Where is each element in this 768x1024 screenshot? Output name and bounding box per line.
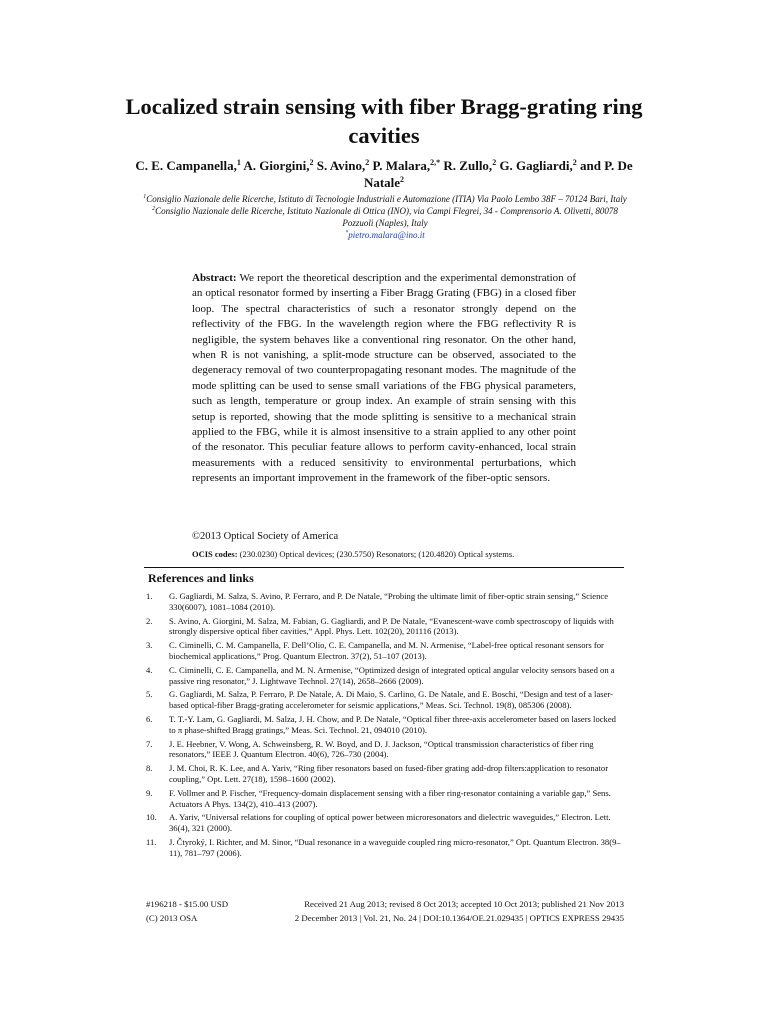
reference-item bbox=[146, 812, 624, 834]
reference-number: 11. bbox=[146, 836, 157, 847]
affiliation: $^2$Consiglio Nazionale delle Ricerche, Istituto Nazionale di Ottica (INO), via Campi Flegrei, 34 - Comprensorio A. Olivetti, 80078 Pozzuoli (Naples), Italy bbox=[152, 206, 618, 228]
reference-number: 3. bbox=[146, 640, 153, 651]
reference-text: G. Gagliardi, M. Salza, P. Ferraro, P. De Natale, A. Di Maio, S. Carlino, G. De Natale, and E. Boschi, “Design and test of a laser-based optical-fiber Bragg-grating accelerometer for seismic applications,” Meas. Sci. Technol. 19(8), 085306 (2008). bbox=[169, 689, 613, 711]
reference-number: 1. bbox=[146, 591, 153, 601]
author: R. Zullo,$^2$ bbox=[443, 158, 497, 173]
reference-item bbox=[146, 788, 624, 810]
reference-text: S. Avino, A. Giorgini, M. Salza, M. Fabian, G. Gagliardi, and P. De Natale, “Evanescent-wave comb spectroscopy of liquids with strongly dispersive optical fiber cavities,” Appl. Phys. Lett. 102(20), 201116 (2013). bbox=[169, 615, 614, 637]
reference-item bbox=[146, 837, 624, 859]
reference-list bbox=[146, 591, 624, 862]
affiliations bbox=[140, 193, 630, 241]
author-list bbox=[128, 157, 640, 191]
corresponding-email[interactable]: *pietro.malara@ino.it bbox=[345, 230, 425, 240]
author: S. Avino,$^2$ bbox=[316, 158, 370, 173]
reference-item bbox=[146, 714, 624, 736]
ocis-codes: OCIS codes: (230.0230) Optical devices; (230.5750) Resonators; (120.4820) Optical systems. bbox=[192, 549, 515, 559]
reference-text: T. T.-Y. Lam, G. Gagliardi, M. Salza, J. H. Chow, and P. De Natale, “Optical fiber three-axis accelerometer based on lasers locked to π phase-shifted Bragg gratings,” Meas. Sci. Technol. 21, 094010 (2010). bbox=[169, 713, 616, 735]
abstract bbox=[192, 271, 576, 487]
reference-text: J. Čtyroký, I. Richter, and M. Sinor, “Dual resonance in a waveguide coupled ring micro-resonator,” Opt. Quantum Electron. 38(9–11), 781–797 (2006). bbox=[169, 836, 621, 858]
reference-item bbox=[146, 689, 624, 711]
author: and P. De Natale$^2$ bbox=[363, 158, 633, 190]
reference-text: C. Ciminelli, C. E. Campanella, and M. N. Armenise, “Optimized design of integrated optical angular velocity sensors based on a passive ring resonator,” J. Lightwave Technol. 27(14), 2658–2666 (2009). bbox=[169, 664, 615, 686]
affiliation: $^1$Consiglio Nazionale delle Ricerche, Istituto di Tecnologie Industriali e Automazione (ITIA) Via Paolo Lembo 38F – 70124 Bari, Italy bbox=[143, 194, 627, 204]
reference-number: 8. bbox=[146, 763, 153, 774]
abstract-text: We report the theoretical description and the experimental demonstration of an optical resonator formed by inserting a Fiber Bragg Grating (FBG) in a closed fiber loop. The spectral characteristics of such a resonator strongly depend on the reflectivity of the FBG. In the wavelength region where the FBG reflectivity R is negligible, the system behaves like a conventional ring resonator. On the other hand, when R is not vanishing, a split-mode structure can be observed, associated to the degeneracy removal of two counterpropagating resonant modes. The magnitude of the mode splitting can be used to sense small variations of the FBG physical parameters, such as length, temperature or group index. An example of strain sensing with this setup is reported, showing that the mode splitting is sensitive to a mechanical strain applied to the FBG, while it is almost insensitive to a strain applied to any other point of the resonator. This peculiar feature allows to perform cavity-enhanced, local strain measurements with a reduced sensitivity to environmental perturbations, which represents an important improvement in the framework of the fiber-optic sensors. bbox=[192, 272, 576, 485]
reference-item bbox=[146, 763, 624, 785]
article-price: #196218 - $15.00 USD bbox=[146, 899, 229, 909]
author: C. E. Campanella,$^1$ bbox=[135, 158, 241, 173]
copyright-notice: ©2013 Optical Society of America bbox=[192, 531, 339, 542]
author: A. Giorgini,$^2$ bbox=[243, 158, 314, 173]
reference-text: C. Ciminelli, C. M. Campanella, F. Dell’Olio, C. E. Campanella, and M. N. Armenise, “Label-free optical resonant sensors for biochemical applications,” Prog. Quantum Electron. 37(2), 51–107 (2013). bbox=[169, 640, 604, 661]
reference-text: J. E. Heebner, V. Wong, A. Schweinsberg, R. W. Boyd, and D. J. Jackson, “Optical transmission characteristics of fiber ring resonators,” IEEE J. Quantum Electron. 40(6), 726–730 (2004). bbox=[169, 738, 594, 760]
reference-text: G. Gagliardi, M. Salza, S. Avino, P. Ferraro, and P. De Natale, “Probing the ultimate limit of fiber-optic strain sensing,” Science 330(6007), 1081–1084 (2010). bbox=[169, 591, 609, 612]
reference-text: A. Yariv, “Universal relations for coupling of optical power between microresonators and dielectric waveguides,” Electron. Lett. 36(4), 321 (2000). bbox=[169, 812, 611, 834]
author: P. Malara,$^{2,*}$ bbox=[372, 158, 441, 173]
references-heading: References and links bbox=[148, 571, 254, 585]
reference-number: 10. bbox=[146, 812, 157, 823]
reference-item bbox=[146, 640, 624, 662]
reference-number: 7. bbox=[146, 738, 153, 749]
journal-citation: 2 December 2013 | Vol. 21, No. 24 | DOI:10.1364/OE.21.029435 | OPTICS EXPRESS 29435 bbox=[294, 913, 624, 923]
abstract-label: Abstract: bbox=[192, 272, 237, 284]
publication-history: Received 21 Aug 2013; revised 8 Oct 2013; accepted 10 Oct 2013; published 21 Nov 2013 bbox=[304, 899, 624, 909]
reference-text: J. M. Choi, R. K. Lee, and A. Yariv, “Ring fiber resonators based on fused-fiber grating add-drop filters:application to resonator coupling,” Opt. Lett. 27(18), 1598–1600 (2002). bbox=[169, 763, 609, 784]
paper-title: Localized strain sensing with fiber Bragg-grating ring cavities bbox=[125, 94, 643, 148]
reference-item bbox=[146, 591, 624, 613]
reference-number: 5. bbox=[146, 689, 153, 700]
reference-text: F. Vollmer and P. Fischer, “Frequency-domain displacement sensing with a fiber ring-resonator containing a variable gap,” Sens. Actuators A Phys. 134(2), 410–413 (2007). bbox=[169, 787, 611, 809]
reference-number: 9. bbox=[146, 787, 153, 798]
reference-number: 2. bbox=[146, 615, 153, 626]
copyright-osa: (C) 2013 OSA bbox=[146, 913, 198, 923]
reference-number: 6. bbox=[146, 713, 153, 724]
author: G. Gagliardi,$^2$ bbox=[499, 158, 577, 173]
reference-item bbox=[146, 665, 624, 687]
section-divider bbox=[144, 567, 624, 568]
reference-item bbox=[146, 739, 624, 761]
reference-number: 4. bbox=[146, 664, 153, 675]
reference-item bbox=[146, 616, 624, 638]
